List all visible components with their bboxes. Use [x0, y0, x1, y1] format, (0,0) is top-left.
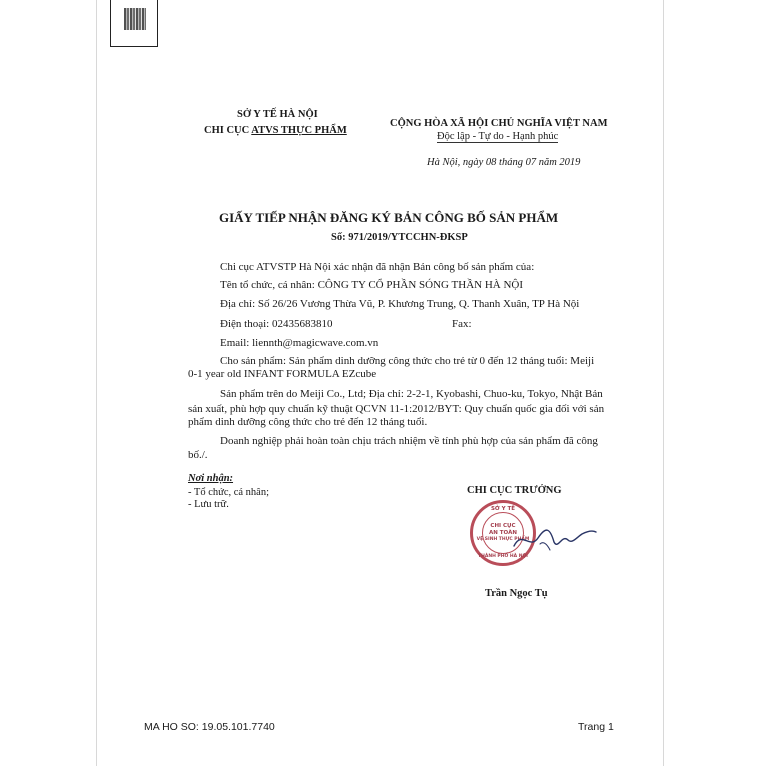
fax-label: Fax:	[452, 318, 472, 330]
page-number: Trang 1	[578, 721, 614, 733]
email-value: liennth@magicwave.com.vn	[252, 337, 379, 349]
maker-line-1: Sản phẩm trên do Meiji Co., Ltd; Địa chỉ: 2-2-1, Kyobashi, Chuo-ku, Tokyo, Nhật Bản	[220, 388, 603, 400]
signer-name: Trần Ngọc Tụ	[485, 588, 548, 599]
recipient-item: - Lưu trữ.	[188, 499, 229, 510]
official-stamp: SỞ Y TẾ CHI CỤC AN TOÀN VỆ SINH THỰC PHẨM THÀNH PHỐ HÀ NỘI	[470, 500, 536, 566]
qr-code	[110, 0, 158, 47]
header-agency: CHI CỤC ATVS THỰC PHẨM	[204, 125, 347, 136]
header-country: CỘNG HÒA XÃ HỘI CHỦ NGHĨA VIỆT NAM	[390, 118, 608, 129]
maker-line-2: sản xuất, phù hợp quy chuẩn kỹ thuật QCVN 11-1:2012/BYT: Quy chuẩn quốc gia đối với sản	[188, 403, 605, 415]
phone-value: 02435683810	[271, 318, 333, 330]
address-value: Số 26/26 Vương Thừa Vũ, P. Khương Trung, Q. Thanh Xuân, TP Hà Nội	[257, 298, 580, 310]
product-line-1: Cho sản phẩm: Sản phẩm dinh dưỡng công thức cho trẻ từ 0 đến 12 tháng tuổi: Meiji	[220, 355, 595, 367]
email-row: Email: liennth@magicwave.com.vn	[220, 337, 379, 349]
document-number: Số: 971/2019/YTCCHN-ĐKSP	[331, 232, 468, 243]
recipients-label: Nơi nhận:	[188, 473, 234, 484]
org-row: Tên tổ chức, cá nhân: CÔNG TY CỔ PHẦN SÓNG THẦN HÀ NỘI	[220, 279, 524, 291]
document-title: GIẤY TIẾP NHẬN ĐĂNG KÝ BẢN CÔNG BỐ SẢN PHẨM	[219, 210, 559, 225]
recipient-item: - Tổ chức, cá nhân;	[188, 487, 270, 498]
address-row: Địa chỉ: Số 26/26 Vương Thừa Vũ, P. Khương Trung, Q. Thanh Xuân, TP Hà Nội	[220, 298, 580, 310]
intro-text: Chi cục ATVSTP Hà Nội xác nhận đã nhận Bản công bố sản phẩm của:	[220, 261, 535, 273]
handwritten-signature	[510, 520, 600, 560]
phone-row: Điện thoại: 02435683810	[220, 318, 333, 330]
signer-title: CHI CỤC TRƯỞNG	[467, 485, 562, 496]
maker-line-3: phẩm dinh dưỡng công thức cho trẻ đến 12 tháng tuổi.	[188, 416, 428, 428]
product-line-2: 0-1 year old INFANT FORMULA EZcube	[188, 368, 377, 380]
responsibility-line-1: Doanh nghiệp phải hoàn toàn chịu trách nhiệm về tính phù hợp của sản phẩm đã công	[220, 435, 598, 447]
header-department: SỞ Y TẾ HÀ NỘI	[237, 109, 318, 120]
header-date: Hà Nội, ngày 08 tháng 07 năm 2019	[427, 157, 581, 168]
record-code: MA HO SO: 19.05.101.7740	[144, 721, 275, 733]
header-motto: Độc lập - Tự do - Hạnh phúc	[437, 131, 559, 142]
org-value: CÔNG TY CỔ PHẦN SÓNG THẦN HÀ NỘI	[317, 279, 524, 291]
responsibility-line-2: bố./.	[188, 449, 208, 461]
document-page	[96, 0, 664, 766]
